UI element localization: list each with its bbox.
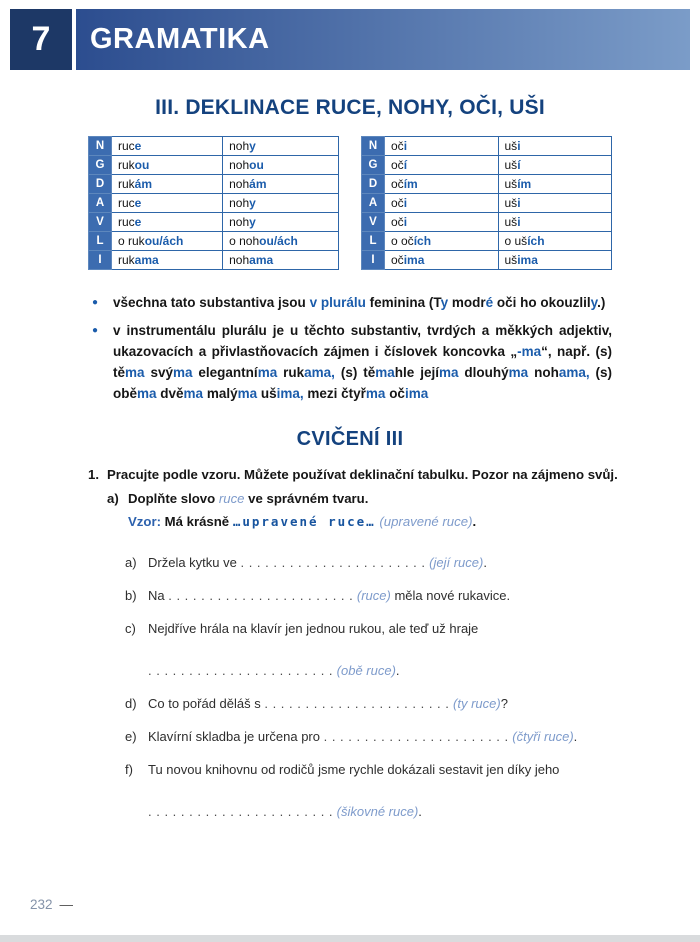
table-row [362, 137, 612, 156]
highlighted-ending: e [134, 196, 142, 210]
exercise-item-line [125, 760, 660, 780]
text-segment: noh [229, 215, 250, 229]
exercise-item-line [125, 802, 660, 822]
case-label: L [362, 232, 385, 251]
highlighted-ending: ma [365, 386, 386, 401]
table-row [362, 232, 612, 251]
declension-cell [385, 156, 499, 175]
example-pre-text: Má krásně [160, 514, 233, 529]
text-segment: uš [504, 253, 518, 267]
text-segment: ruk [118, 253, 135, 267]
case-label: G [362, 156, 385, 175]
grammar-notes [92, 292, 612, 404]
exercise-item [125, 694, 660, 714]
grammar-note [92, 320, 612, 404]
exercise-title: CVIČENÍ III [296, 428, 404, 450]
text-segment: ruk [118, 158, 135, 172]
case-label: V [362, 213, 385, 232]
text-segment: feminina (T [365, 295, 441, 310]
item-sentence-end: . [395, 663, 400, 678]
item-letter-label [125, 802, 148, 822]
example-row [128, 514, 660, 529]
highlighted-ending: í [517, 158, 521, 172]
highlighted-ending: v plurálu [309, 295, 366, 310]
item-text [148, 802, 660, 822]
declension-cell [223, 194, 339, 213]
case-label: V [89, 213, 112, 232]
declension-cell [112, 213, 223, 232]
item-text [148, 553, 660, 573]
text-segment: elegantní [192, 365, 258, 380]
note-text [113, 323, 612, 401]
page-edge-shadow [0, 935, 700, 942]
exercise-item [125, 619, 660, 681]
task-row [88, 467, 660, 482]
text-segment: uš [504, 196, 518, 210]
table-row [362, 251, 612, 270]
example-answer: …upravené ruce… [232, 514, 376, 529]
highlighted-ending: ou [134, 158, 150, 172]
highlighted-ending: ím [517, 177, 532, 191]
text-segment: dlouhý [458, 365, 509, 380]
item-hint: (její ruce) [425, 555, 484, 570]
text-segment: uš [504, 139, 518, 153]
task-instruction: Pracujte podle vzoru. Můžete používat deklinační tabulku. Pozor na zájmeno svůj. [107, 467, 618, 482]
declension-cell [385, 175, 499, 194]
text-segment: noh [229, 139, 250, 153]
item-sentence: Co to pořád děláš s [148, 696, 265, 711]
highlighted-ending: y [249, 196, 256, 210]
declension-cell [112, 156, 223, 175]
text-segment: ruk [277, 365, 305, 380]
subtask-post: ve správném tvaru. [244, 491, 369, 506]
case-label: A [89, 194, 112, 213]
table-row [89, 175, 339, 194]
highlighted-ending: ám [249, 177, 267, 191]
declension-cell [498, 194, 612, 213]
highlighted-ending: i [403, 196, 408, 210]
text-segment: o noh [229, 234, 260, 248]
exercise-items [125, 553, 660, 822]
highlighted-ending: i [403, 215, 408, 229]
highlighted-ending: ima [403, 253, 425, 267]
highlighted-ending: i [517, 196, 521, 210]
table-row [362, 213, 612, 232]
item-letter-label [125, 661, 148, 681]
highlighted-ending: y [590, 295, 598, 310]
note-text [113, 295, 605, 310]
highlighted-ending: ima [404, 386, 429, 401]
item-sentence: Klavírní skladba je určena pro [148, 729, 324, 744]
text-segment: hle její [394, 365, 439, 380]
text-segment: ruk [118, 177, 135, 191]
highlighted-ending: e [134, 139, 142, 153]
highlighted-ending: ma [257, 365, 278, 380]
declension-cell [385, 251, 499, 270]
item-sentence-end: . [418, 804, 422, 819]
text-segment: o uš [504, 234, 528, 248]
declension-cell [112, 194, 223, 213]
answer-blank-dots: . . . . . . . . . . . . . . . . . . . . . . . [323, 729, 509, 744]
text-segment: ruc [118, 215, 135, 229]
chapter-title: GRAMATIKA [90, 23, 270, 55]
text-segment: oči ho okouzlil [493, 295, 591, 310]
highlighted-ending: ama [134, 253, 159, 267]
highlighted-ending: e [134, 215, 142, 229]
highlighted-ending: y [440, 295, 449, 310]
example-label: Vzor: [128, 514, 161, 529]
subtask-word: ruce [218, 491, 245, 506]
item-letter-label: a) [125, 555, 137, 570]
text-segment: uš [504, 158, 518, 172]
declension-cell [223, 156, 339, 175]
text-segment: o oč [391, 234, 414, 248]
declension-cell [498, 175, 612, 194]
item-sentence: Nejdříve hrála na klavír jen jednou rukou, ale teď už hraje [148, 621, 479, 636]
highlighted-ending: ama, [304, 365, 335, 380]
text-segment: uš [504, 215, 518, 229]
text-segment: o ruk [118, 234, 145, 248]
exercise-item-line [125, 553, 660, 573]
page-footer [30, 897, 73, 912]
highlighted-ending: ích [527, 234, 545, 248]
declension-cell [112, 232, 223, 251]
highlighted-ending: ou/ách [259, 234, 298, 248]
item-hint: (čtyři ruce) [508, 729, 574, 744]
case-label: I [362, 251, 385, 270]
table-row [362, 194, 612, 213]
text-segment: (s) obě [113, 365, 613, 401]
highlighted-ending: ma [137, 386, 157, 401]
case-label: L [89, 232, 112, 251]
highlighted-ending: ama, [558, 365, 590, 380]
answer-blank-dots: . . . . . . . . . . . . . . . . . . . . . . . [148, 663, 334, 678]
declension-cell [223, 137, 339, 156]
item-text [148, 661, 660, 681]
highlighted-ending: ima, [276, 386, 304, 401]
page-number-dash: — [59, 897, 74, 912]
declension-cell [498, 251, 612, 270]
bullet-icon: ● [92, 325, 99, 336]
declension-cell [112, 137, 223, 156]
declension-cell [385, 137, 499, 156]
highlighted-ending: -ma [517, 344, 542, 359]
highlighted-ending: í [403, 158, 408, 172]
table-row [89, 156, 339, 175]
subtask-instruction [128, 491, 368, 506]
item-text [148, 619, 660, 639]
table-row [362, 156, 612, 175]
text-segment: oč [391, 196, 404, 210]
bullet-icon: ● [92, 297, 99, 308]
item-letter-label: d) [125, 696, 137, 711]
highlighted-ending: ma [438, 365, 459, 380]
text-segment: oč [391, 139, 404, 153]
case-label: I [89, 251, 112, 270]
case-label: A [362, 194, 385, 213]
text-segment: noh [229, 196, 250, 210]
chapter-number: 7 [10, 9, 72, 70]
answer-blank-dots: . . . . . . . . . . . . . . . . . . . . . . . [168, 588, 354, 603]
item-text [148, 727, 660, 747]
highlighted-ending: ím [403, 177, 418, 191]
declension-cell [498, 156, 612, 175]
case-label: D [362, 175, 385, 194]
text-segment: malý [203, 386, 238, 401]
text-segment: dvě [156, 386, 184, 401]
answer-blank-dots: . . . . . . . . . . . . . . . . . . . . . . . [240, 555, 426, 570]
example-hint: (upravené ruce) [375, 514, 473, 529]
answer-blank-dots: . . . . . . . . . . . . . . . . . . . . . . . [148, 804, 334, 819]
task-number: 1. [88, 467, 99, 482]
item-hint: (obě ruce) [333, 663, 396, 678]
item-sentence-end: měla nové rukavice. [390, 588, 511, 603]
declension-cell [385, 194, 499, 213]
declension-table-ruce-nohy [88, 136, 339, 270]
item-hint: (šikovné ruce) [333, 804, 419, 819]
chapter-title-bar [76, 9, 690, 70]
case-label: D [89, 175, 112, 194]
item-letter-label: c) [125, 621, 136, 636]
item-letter-label: b) [125, 588, 137, 603]
text-segment: noh [229, 177, 250, 191]
exercise-item [125, 586, 660, 606]
declension-cell [223, 251, 339, 270]
table-row [89, 232, 339, 251]
exercise-item-line [125, 619, 660, 639]
highlighted-ending: y [249, 215, 256, 229]
chapter-header [10, 9, 690, 70]
item-sentence-end: . [573, 729, 578, 744]
declension-cell [112, 175, 223, 194]
item-sentence: Na [148, 588, 169, 603]
case-label: N [362, 137, 385, 156]
highlighted-ending: ma [172, 365, 193, 380]
item-text [148, 586, 660, 606]
text-segment: oč [385, 386, 405, 401]
text-segment: uš [257, 386, 277, 401]
section-title: III. DEKLINACE RUCE, NOHY, OČI, UŠI [155, 96, 545, 119]
text-segment: modr [448, 295, 486, 310]
declension-table-oci-usi [361, 136, 612, 270]
highlighted-ending: ma [375, 365, 395, 380]
text-segment: ruc [118, 139, 135, 153]
declension-tables [88, 136, 612, 270]
case-label: G [89, 156, 112, 175]
declension-cell [112, 251, 223, 270]
table-row [89, 213, 339, 232]
item-text [148, 760, 660, 780]
item-sentence-end: ? [500, 696, 508, 711]
table-row [89, 194, 339, 213]
text-segment: (s) tě [334, 365, 376, 380]
highlighted-ending: ám [134, 177, 153, 191]
table-row [89, 251, 339, 270]
item-hint: (ty ruce) [449, 696, 501, 711]
text-segment: všechna tato substantiva jsou [113, 295, 310, 310]
declension-cell [498, 213, 612, 232]
highlighted-ending: y [249, 139, 256, 153]
exercise-item [125, 760, 660, 822]
highlighted-ending: ou [249, 158, 264, 172]
text-segment: noh [229, 253, 250, 267]
highlighted-ending: ou/ách [144, 234, 184, 248]
item-letter-label: f) [125, 762, 133, 777]
text-segment: ruc [118, 196, 135, 210]
exercise-item [125, 553, 660, 573]
example-end: . [472, 514, 477, 529]
text-segment: v instrumentálu plurálu je u těchto substantiv, tvrdých a měkkých adjektiv, ukazovacích a přivlastňovacích zájmen i číslovek koncovka „ [113, 323, 612, 359]
item-sentence-end: . [483, 555, 487, 570]
text-segment: svý [144, 365, 173, 380]
text-segment: “, např. (s) tě [113, 344, 612, 380]
declension-cell [223, 175, 339, 194]
text-segment: noh [229, 158, 250, 172]
text-segment: mezi čtyř [303, 386, 366, 401]
page-number: 232 [30, 897, 53, 912]
highlighted-ending: i [517, 139, 521, 153]
highlighted-ending: ma [508, 365, 529, 380]
highlighted-ending: ích [413, 234, 432, 248]
text-segment: oč [391, 177, 404, 191]
highlighted-ending: é [485, 295, 494, 310]
declension-cell [385, 213, 499, 232]
highlighted-ending: ma [183, 386, 204, 401]
exercise-item [125, 727, 660, 747]
highlighted-ending: ma [125, 365, 145, 380]
text-segment: noh [528, 365, 559, 380]
table-row [362, 175, 612, 194]
text-segment: oč [391, 253, 404, 267]
exercise-item-line [125, 661, 660, 681]
declension-cell [498, 137, 612, 156]
item-sentence: Tu novou knihovnu od rodičů jsme rychle dokázali sestavit jen díky jeho [148, 762, 560, 777]
exercise-item-line [125, 727, 660, 747]
subtask-pre: Doplňte slovo [128, 491, 219, 506]
case-label: N [89, 137, 112, 156]
highlighted-ending: ma [237, 386, 258, 401]
text-segment: oč [391, 215, 404, 229]
text-segment: .) [597, 295, 606, 310]
exercise-item-line [125, 694, 660, 714]
answer-blank-dots: . . . . . . . . . . . . . . . . . . . . . . . [264, 696, 450, 711]
highlighted-ending: i [403, 139, 408, 153]
declension-cell [223, 232, 339, 251]
item-text [148, 694, 660, 714]
exercise-block [88, 467, 660, 822]
highlighted-ending: ama [249, 253, 274, 267]
table-row [89, 137, 339, 156]
subtask-row [107, 491, 660, 506]
exercise-item-line [125, 586, 660, 606]
declension-cell [385, 232, 499, 251]
highlighted-ending: i [517, 215, 521, 229]
declension-cell [498, 232, 612, 251]
item-letter-label: e) [125, 729, 137, 744]
grammar-note [92, 292, 612, 313]
text-segment: uš [504, 177, 518, 191]
text-segment: oč [391, 158, 404, 172]
item-sentence: Držela kytku ve [148, 555, 241, 570]
subtask-label: a) [107, 491, 119, 506]
declension-cell [223, 213, 339, 232]
highlighted-ending: ima [517, 253, 538, 267]
item-hint: (ruce) [353, 588, 391, 603]
